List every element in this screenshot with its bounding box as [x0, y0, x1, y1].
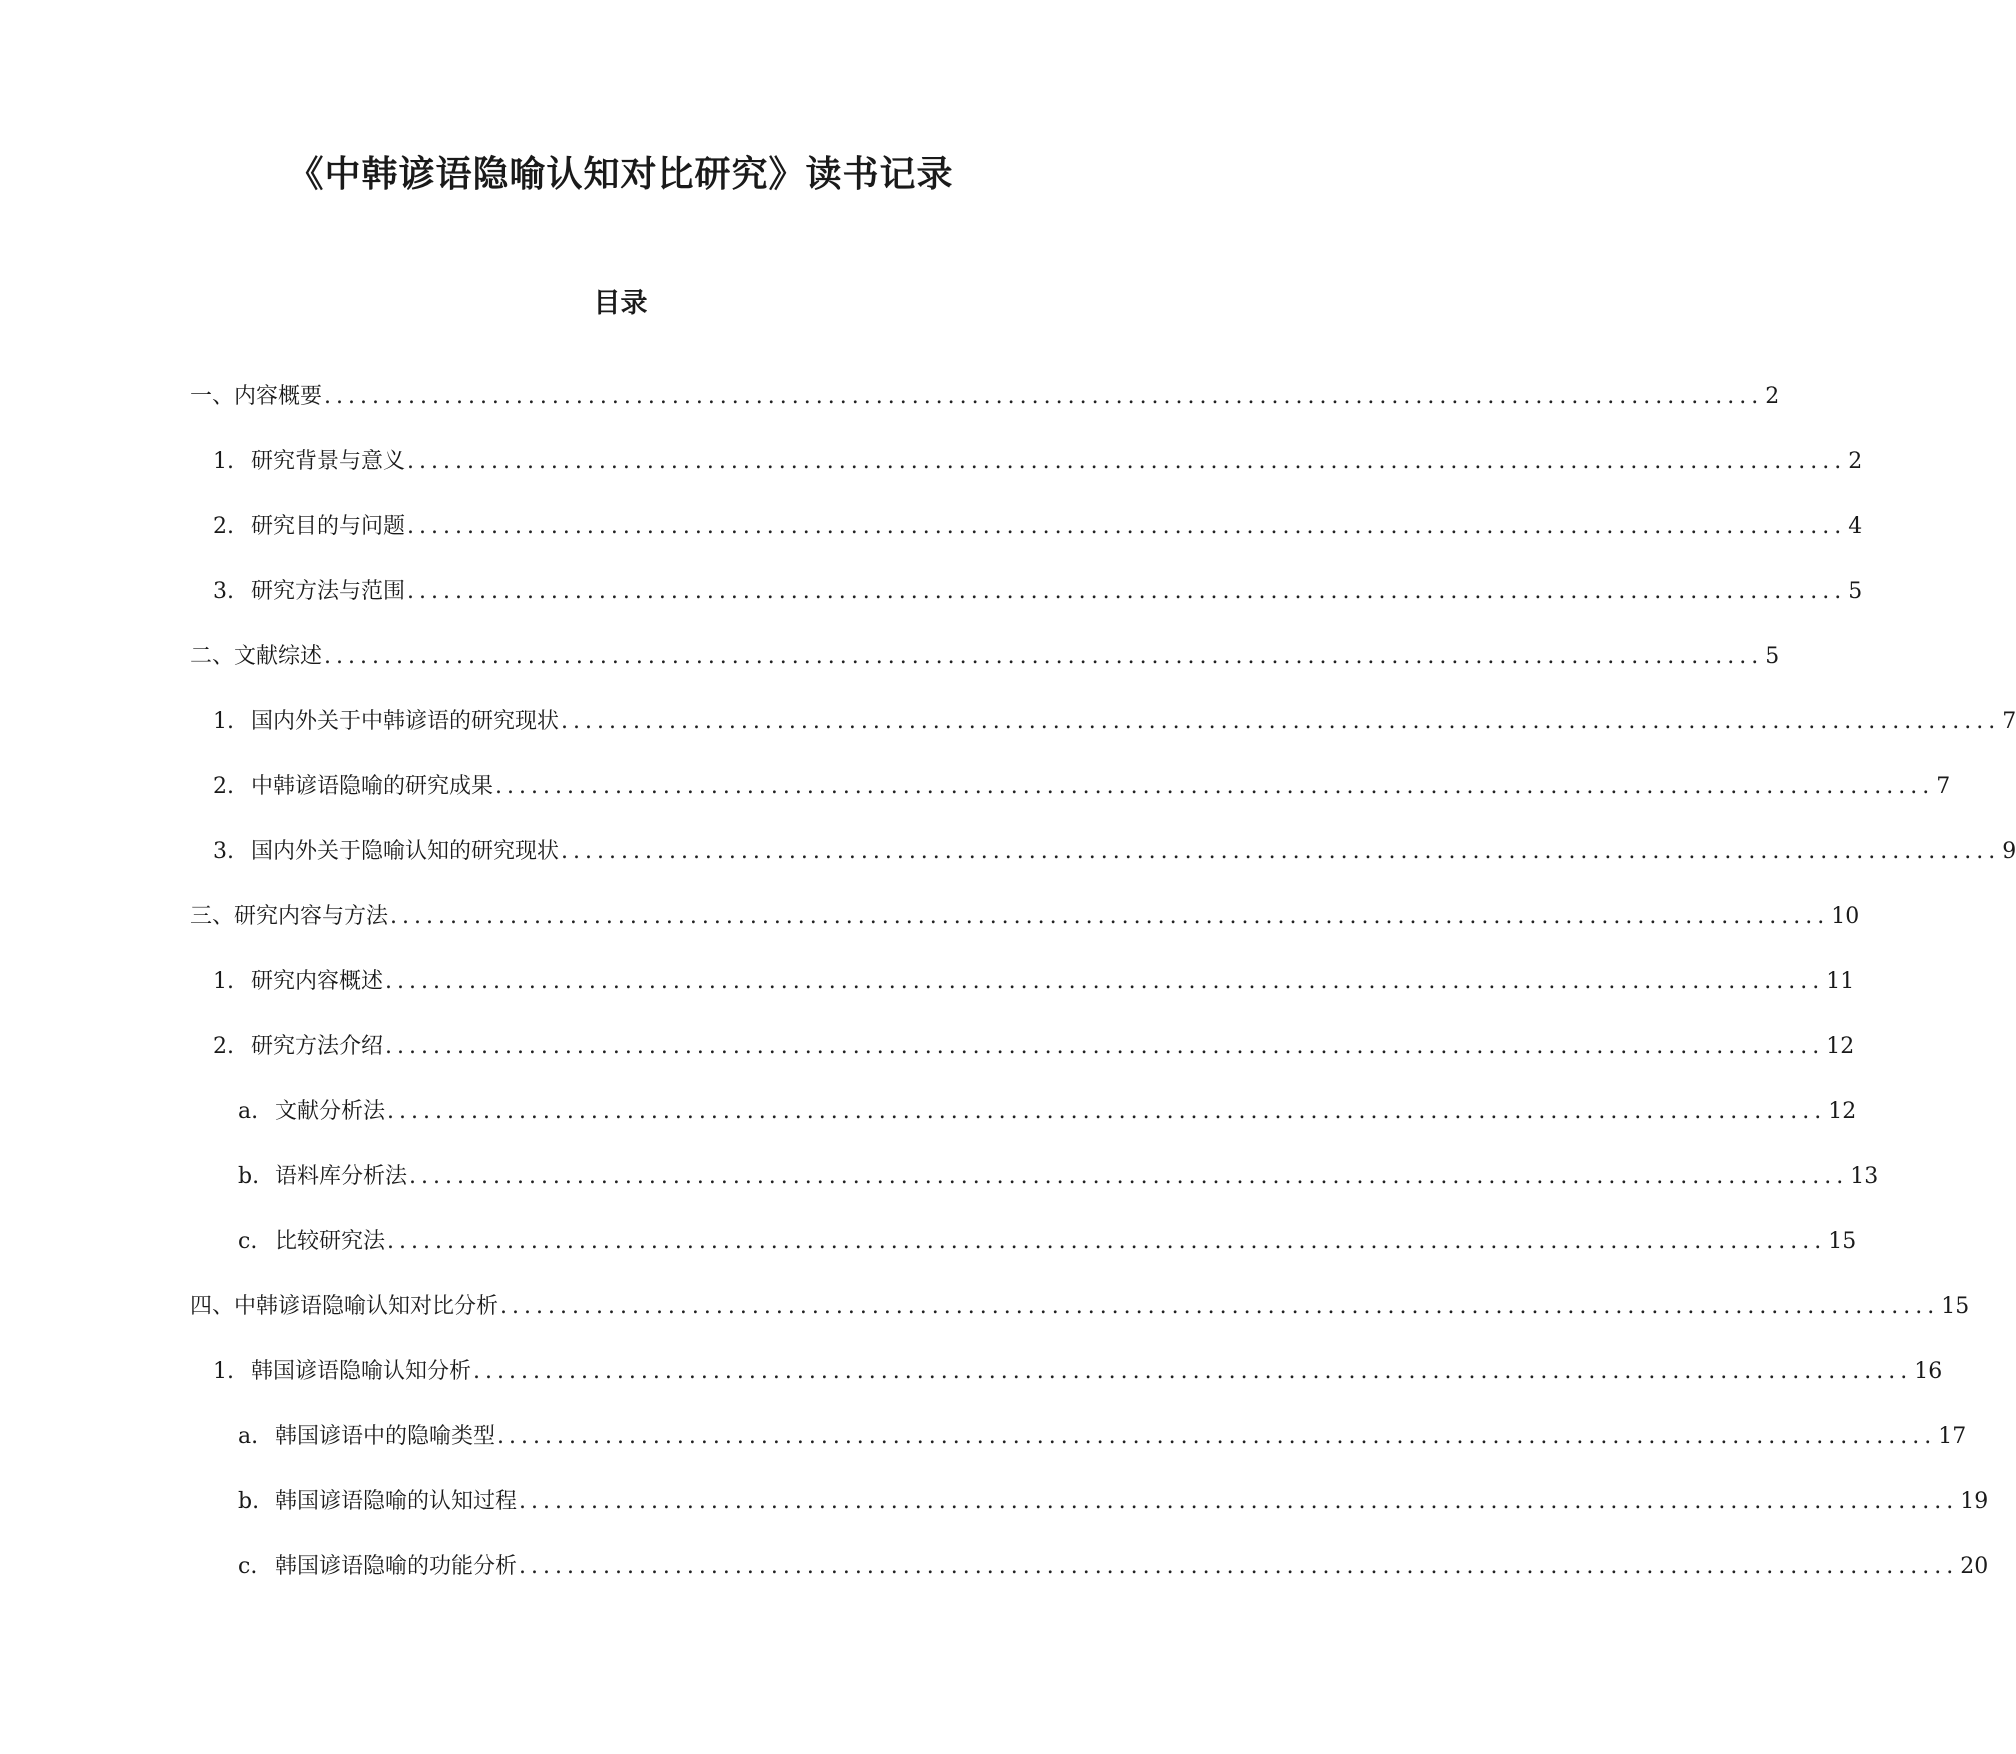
toc-entry[interactable] — [0, 1552, 1989, 1617]
toc-entry[interactable] — [0, 642, 1780, 707]
toc-entry-page-number: 5 — [1765, 644, 1780, 669]
toc-entry-page-number: 17 — [1938, 1424, 1967, 1449]
toc-entry-label: 比较研究法 — [275, 1229, 386, 1254]
toc-entry-page-number: 11 — [1826, 969, 1855, 994]
toc-dot-leader: ........................................................................................................................ — [385, 1034, 1825, 1059]
toc-entry-number: b. — [238, 1164, 260, 1189]
toc-entry-number: c. — [238, 1229, 258, 1254]
toc-dot-leader: ........................................................................................................................ — [385, 969, 1825, 994]
toc-heading: 目录 — [593, 288, 648, 319]
toc-dot-leader: ........................................................................................................................ — [324, 644, 1764, 669]
toc-entry[interactable] — [0, 707, 2016, 772]
toc-entry-number: 3. — [213, 839, 234, 864]
toc-entry-number: 二、 — [190, 644, 235, 669]
toc-entry-label: 中韩谚语隐喻的研究成果 — [251, 774, 494, 799]
toc-dot-leader: ........................................................................................................................ — [409, 1164, 1849, 1189]
toc-entry-number: 1. — [213, 1359, 234, 1384]
table-of-contents — [0, 382, 2016, 1617]
toc-entry[interactable] — [0, 902, 1860, 967]
toc-dot-leader: ........................................................................................................................ — [324, 384, 1764, 409]
toc-entry[interactable] — [0, 1487, 1989, 1552]
toc-entry[interactable] — [0, 1032, 1855, 1097]
toc-dot-leader: ........................................................................................................................ — [390, 904, 1830, 929]
toc-entry[interactable] — [0, 1292, 1970, 1357]
toc-entry-label: 文献分析法 — [275, 1099, 386, 1124]
toc-entry-page-number: 2 — [1765, 384, 1780, 409]
document-title: 《中韩谚语隐喻认知对比研究》读书记录 — [287, 154, 954, 195]
toc-entry-page-number: 7 — [2002, 709, 2016, 734]
toc-entry-page-number: 20 — [1960, 1554, 1989, 1579]
toc-entry-page-number: 19 — [1960, 1489, 1989, 1514]
toc-entry-label: 研究内容概述 — [251, 969, 384, 994]
toc-entry[interactable] — [0, 1422, 1967, 1487]
toc-entry[interactable] — [0, 1227, 1857, 1292]
toc-entry-label: 中韩谚语隐喻认知对比分析 — [234, 1294, 499, 1319]
toc-entry[interactable] — [0, 837, 2016, 902]
toc-entry[interactable] — [0, 1357, 1943, 1422]
toc-entry-number: 三、 — [190, 904, 235, 929]
toc-entry-label: 文献综述 — [234, 644, 323, 669]
toc-entry-number: b. — [238, 1489, 260, 1514]
toc-dot-leader: ........................................................................................................................ — [473, 1359, 1913, 1384]
toc-entry-number: 2. — [213, 514, 234, 539]
toc-dot-leader: ........................................................................................................................ — [407, 514, 1847, 539]
toc-entry-number: 3. — [213, 579, 234, 604]
toc-entry-label: 国内外关于隐喻认知的研究现状 — [251, 839, 560, 864]
toc-entry-label: 韩国谚语中的隐喻类型 — [275, 1424, 496, 1449]
toc-entry-number: 2. — [213, 1034, 234, 1059]
toc-entry-label: 韩国谚语隐喻的认知过程 — [275, 1489, 518, 1514]
toc-entry-number: 2. — [213, 774, 234, 799]
toc-entry-number: 1. — [213, 709, 234, 734]
toc-dot-leader: ........................................................................................................................ — [519, 1554, 1959, 1579]
toc-entry[interactable] — [0, 772, 1951, 837]
toc-dot-leader: ........................................................................................................................ — [497, 1424, 1937, 1449]
toc-entry-page-number: 9 — [2002, 839, 2016, 864]
toc-entry-label: 研究内容与方法 — [234, 904, 389, 929]
toc-entry-label: 研究目的与问题 — [251, 514, 406, 539]
toc-entry-number: a. — [238, 1099, 259, 1124]
toc-entry-number: a. — [238, 1424, 259, 1449]
toc-entry-page-number: 7 — [1936, 774, 1951, 799]
toc-dot-leader: ........................................................................................................................ — [561, 709, 2001, 734]
toc-entry-page-number: 5 — [1848, 579, 1863, 604]
toc-dot-leader: ........................................................................................................................ — [495, 774, 1935, 799]
toc-dot-leader: ........................................................................................................................ — [407, 579, 1847, 604]
toc-entry[interactable] — [0, 967, 1855, 1032]
toc-entry[interactable] — [0, 447, 1863, 512]
toc-entry-number: 1. — [213, 969, 234, 994]
toc-entry-number: 一、 — [190, 384, 235, 409]
toc-entry-page-number: 15 — [1941, 1294, 1970, 1319]
toc-entry-number: 四、 — [190, 1294, 235, 1319]
toc-dot-leader: ........................................................................................................................ — [407, 449, 1847, 474]
toc-entry-page-number: 15 — [1828, 1229, 1857, 1254]
toc-entry-label: 语料库分析法 — [275, 1164, 408, 1189]
toc-entry-label: 国内外关于中韩谚语的研究现状 — [251, 709, 560, 734]
toc-entry-page-number: 2 — [1848, 449, 1863, 474]
toc-entry-page-number: 10 — [1831, 904, 1860, 929]
toc-entry-number: c. — [238, 1554, 258, 1579]
toc-entry-label: 韩国谚语隐喻认知分析 — [251, 1359, 472, 1384]
toc-dot-leader: ........................................................................................................................ — [387, 1099, 1827, 1124]
toc-entry-page-number: 12 — [1828, 1099, 1857, 1124]
toc-entry-label: 研究背景与意义 — [251, 449, 406, 474]
toc-dot-leader: ........................................................................................................................ — [561, 839, 2001, 864]
toc-entry-page-number: 4 — [1848, 514, 1863, 539]
toc-dot-leader: ........................................................................................................................ — [387, 1229, 1827, 1254]
toc-entry-page-number: 16 — [1914, 1359, 1943, 1384]
toc-entry-page-number: 12 — [1826, 1034, 1855, 1059]
toc-entry[interactable] — [0, 577, 1863, 642]
toc-entry[interactable] — [0, 382, 1780, 447]
toc-entry[interactable] — [0, 1097, 1857, 1162]
toc-entry-number: 1. — [213, 449, 234, 474]
toc-entry-label: 韩国谚语隐喻的功能分析 — [275, 1554, 518, 1579]
toc-entry-label: 研究方法与范围 — [251, 579, 406, 604]
toc-entry-page-number: 13 — [1850, 1164, 1879, 1189]
toc-entry-label: 研究方法介绍 — [251, 1034, 384, 1059]
toc-entry[interactable] — [0, 1162, 1879, 1227]
toc-entry-label: 内容概要 — [234, 384, 323, 409]
toc-dot-leader: ........................................................................................................................ — [500, 1294, 1940, 1319]
toc-entry[interactable] — [0, 512, 1863, 577]
toc-dot-leader: ........................................................................................................................ — [519, 1489, 1959, 1514]
